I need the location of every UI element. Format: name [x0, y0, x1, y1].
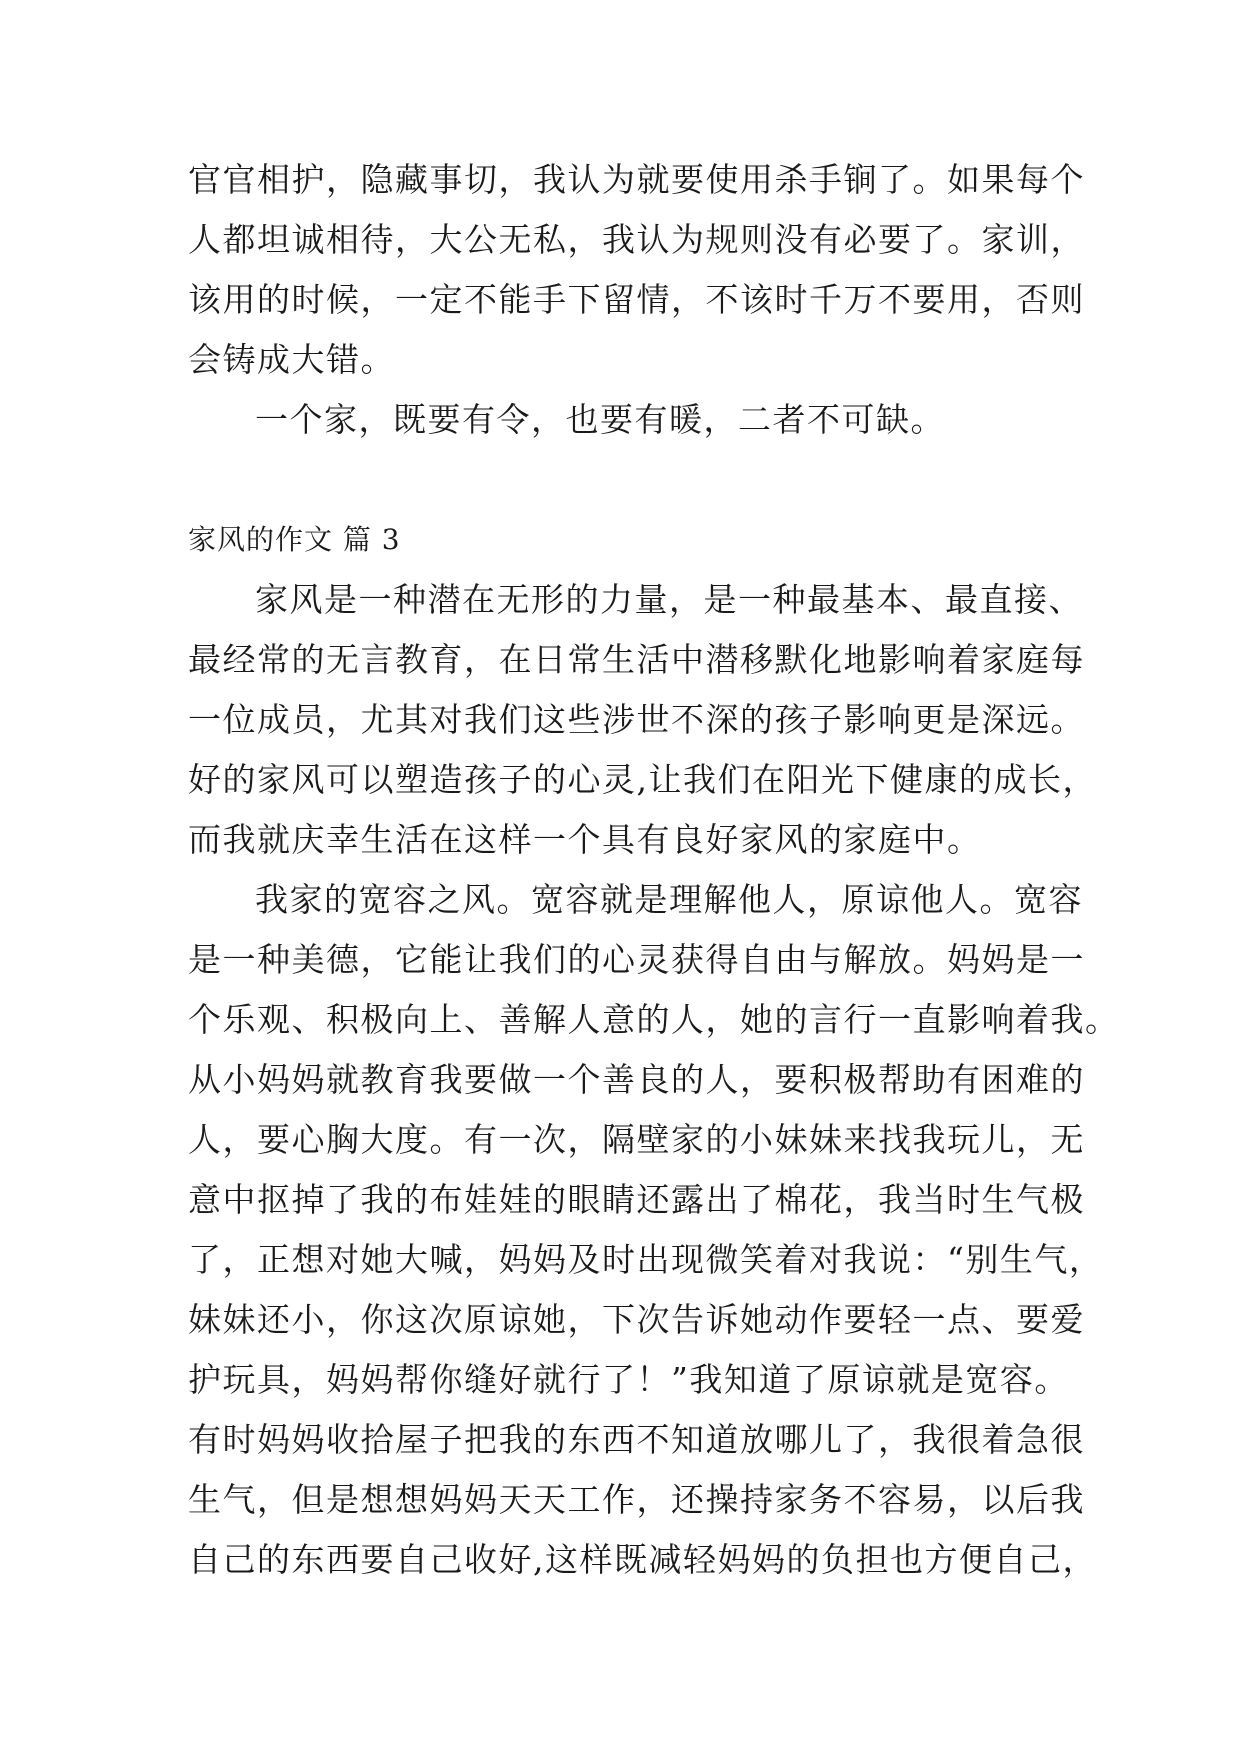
text-line: 该用的时候，一定不能手下留情，不该时千万不要用，否则: [188, 280, 1085, 319]
text-line: 一个家，既要有令，也要有暖，二者不可缺。: [255, 400, 945, 439]
text-line: 人，要心胸大度。有一次，隔壁家的小妹妹来找我玩儿，无: [188, 1120, 1085, 1159]
text-line: 意中抠掉了我的布娃娃的眼睛还露出了棉花，我当时生气极: [188, 1180, 1085, 1219]
text-line: 好的家风可以塑造孩子的心灵,让我们在阳光下健康的成长，: [188, 760, 1097, 799]
text-line: 了，正想对她大喊，妈妈及时出现微笑着对我说：“别生气，: [188, 1240, 1104, 1279]
text-line: 生气，但是想想妈妈天天工作，还操持家务不容易，以后我: [188, 1480, 1085, 1519]
text-line: 妹妹还小，你这次原谅她，下次告诉她动作要轻一点、要爱: [188, 1300, 1085, 1339]
text-line: 家风是一种潜在无形的力量，是一种最基本、最直接、: [255, 580, 1083, 619]
text-line: 护玩具，妈妈帮你缝好就行了！”我知道了原谅就是宽容。: [188, 1360, 1069, 1399]
section-heading: 家风的作文 篇 3: [188, 523, 401, 556]
text-line: 有时妈妈收拾屋子把我的东西不知道放哪儿了，我很着急很: [188, 1420, 1085, 1459]
text-line: 会铸成大错。: [188, 340, 395, 379]
text-line: 个乐观、积极向上、善解人意的人，她的言行一直影响着我。: [188, 1000, 1120, 1039]
text-line: 从小妈妈就教育我要做一个善良的人，要积极帮助有困难的: [188, 1060, 1085, 1099]
text-line: 人都坦诚相待，大公无私，我认为规则没有必要了。家训，: [188, 220, 1085, 259]
text-line: 一位成员，尤其对我们这些涉世不深的孩子影响更是深远。: [188, 700, 1085, 739]
text-line: 官官相护，隐藏事切，我认为就要使用杀手锏了。如果每个: [188, 160, 1085, 199]
text-line: 是一种美德，它能让我们的心灵获得自由与解放。妈妈是一: [188, 940, 1085, 979]
text-line: 我家的宽容之风。宽容就是理解他人，原谅他人。宽容: [255, 880, 1083, 919]
text-line: 最经常的无言教育，在日常生活中潜移默化地影响着家庭每: [188, 640, 1085, 679]
text-line: 自己的东西要自己收好,这样既减轻妈妈的负担也方便自己，: [188, 1540, 1097, 1579]
text-line: 而我就庆幸生活在这样一个具有良好家风的家庭中。: [188, 820, 982, 859]
